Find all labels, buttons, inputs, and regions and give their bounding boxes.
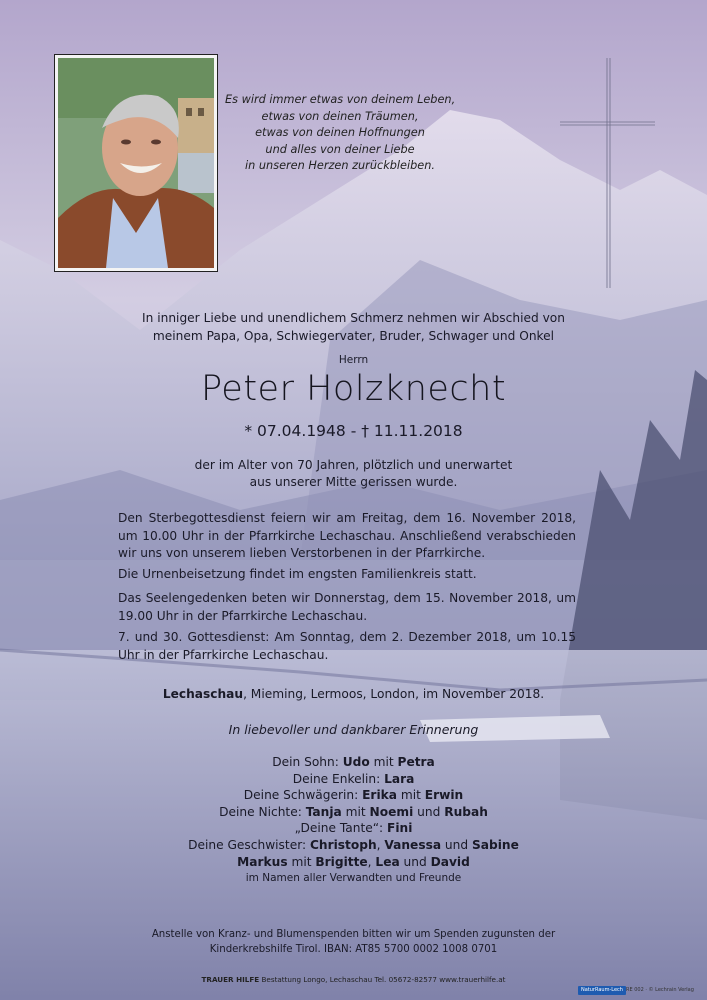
- age-line: aus unserer Mitte gerissen wurde.: [249, 475, 458, 489]
- donation-line: Kinderkrebshilfe Tirol. IBAN: AT85 5700 0002 1008 0701: [209, 944, 498, 955]
- intro-line: In inniger Liebe und unendlichem Schmerz nehmen wir Abschied von: [142, 311, 565, 325]
- places-date-line: [100, 687, 607, 701]
- funeral-service-paragraph: Den Sterbegottesdienst feiern wir am Freitag, dem 16. November 2018, um 10.00 Uhr in der Pfarrkirche Lechaschau. Anschließend verabschieden wir uns von unserem lieben Verstorbenen in der Pfarrkirche.: [118, 511, 576, 560]
- place-rest: , Mieming, Lermoos, London, im November 2018.: [243, 687, 545, 701]
- poem: [225, 92, 455, 175]
- footer-imprint: [130, 975, 577, 984]
- memorial-mass-paragraph: 7. und 30. Gottesdienst: Am Sonntag, dem 2. Dezember 2018, um 10.15 Uhr in der Pfarrkirche Lechaschau.: [118, 630, 576, 662]
- family-row-siblings-2: Markus mit Brigitte, Lea und David: [237, 854, 470, 869]
- poem-line: etwas von deinen Träumen,: [261, 109, 419, 123]
- family-row-sister-in-law: Deine Schwägerin: Erika mit Erwin: [243, 788, 464, 803]
- age-line: der im Alter von 70 Jahren, plötzlich und unerwartet: [194, 458, 513, 472]
- life-dates: * 07.04.1948 - † 11.11.2018: [244, 422, 463, 440]
- memory-line: In liebevoller und dankbarer Erinnerung: [228, 722, 479, 737]
- poem-line: Es wird immer etwas von deinem Leben,: [225, 93, 456, 106]
- family-row-siblings: Deine Geschwister: Christoph, Vanessa und Sabine: [188, 837, 519, 852]
- deceased-name: Peter Holzknecht: [200, 369, 507, 409]
- place-main: Lechaschau: [162, 687, 244, 701]
- poem-line: in unseren Herzen zurückbleiben.: [244, 159, 436, 172]
- urn-burial-paragraph: Die Urnenbeisetzung findet im engsten Familienkreis statt.: [118, 567, 477, 581]
- donation-note: [130, 927, 577, 957]
- donation-line: Anstelle von Kranz- und Blumenspenden bitten wir um Spenden zugunsten der: [151, 929, 556, 940]
- family-row-aunt: „Deine Tante“: Fini: [294, 821, 413, 836]
- poem-line: und alles von deiner Liebe: [265, 142, 415, 156]
- naturraum-badge: NaturRaum-Lech: [578, 986, 626, 995]
- poem-line: etwas von deinen Hoffnungen: [255, 126, 425, 139]
- cross-icon: [560, 58, 655, 288]
- intro-line: meinem Papa, Opa, Schwiegervater, Bruder, Schwager und Onkel: [152, 329, 555, 343]
- footer-brand: TRAUER HILFE: [201, 975, 260, 984]
- family-row-granddaughter: Deine Enkelin: Lara: [292, 771, 415, 786]
- portrait-photo: [58, 58, 214, 268]
- family-row-relatives: im Namen aller Verwandten und Freunde: [245, 872, 462, 885]
- family-row-son: Dein Sohn: Udo mit Petra: [272, 755, 435, 769]
- portrait-frame: [54, 54, 218, 272]
- footer-text: Bestattung Longo, Lechaschau Tel. 05672-82577 www.trauerhilfe.at: [259, 975, 506, 984]
- age-text: [100, 457, 607, 491]
- print-code: RE 002 · © Lechrain Verlag: [626, 987, 694, 993]
- family-row-niece: Deine Nichte: Tanja mit Noemi und Rubah: [219, 804, 488, 819]
- memorial-prayer-paragraph: Das Seelengedenken beten wir Donnerstag, dem 15. November 2018, um 19.00 Uhr in der Pfarrkirche Lechaschau.: [118, 591, 576, 623]
- family-list: [100, 754, 607, 887]
- salutation: Herrn: [338, 354, 369, 366]
- intro-text: [100, 309, 607, 345]
